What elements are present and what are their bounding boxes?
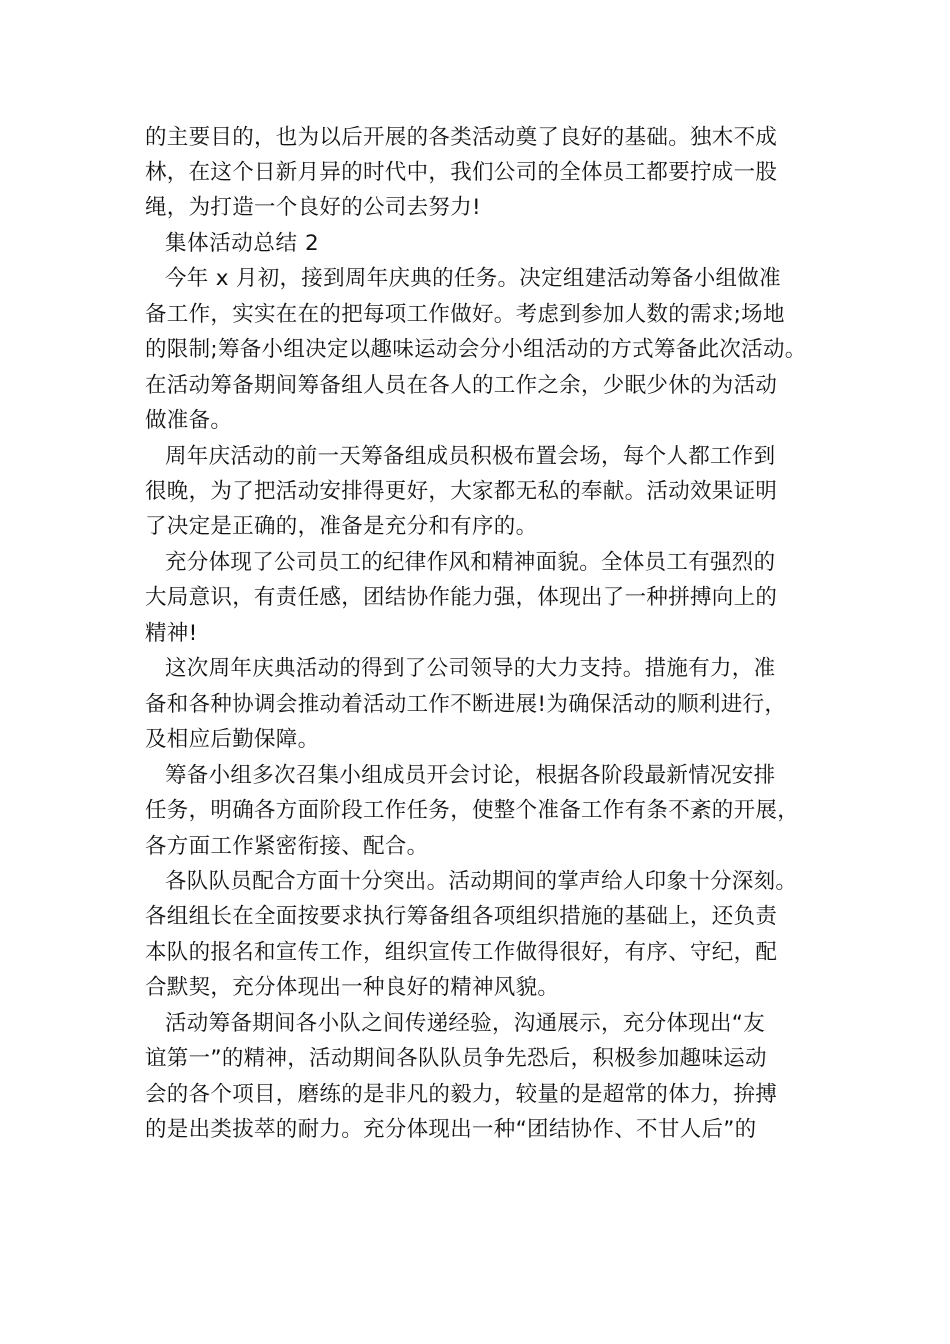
text-line: 各方面工作紧密衔接、配合。 xyxy=(145,834,429,859)
section-heading: 集体活动总结 2 xyxy=(165,231,320,256)
text-line: 的主要目的，也为以后开展的各类活动奠了良好的基础。独木不成 xyxy=(145,125,778,150)
text-line: 各组组长在全面按要求执行筹备组各项组织措施的基础上，还负责 xyxy=(145,904,778,929)
text-line: 本队的报名和宣传工作，组织宣传工作做得很好，有序、守纪，配 xyxy=(145,940,778,965)
text-line: 各队队员配合方面十分突出。活动期间的掌声给人印象十分深刻。 xyxy=(165,869,798,894)
text-line: 的限制;筹备小组决定以趣味运动会分小组活动的方式筹备此次活动。 xyxy=(145,337,807,362)
text-line: 谊第一”的精神，活动期间各队队员争先恐后，积极参加趣味运动 xyxy=(145,1046,767,1071)
text-line: 会的各个项目，磨练的是非凡的毅力，较量的是超常的体力，拚搏 xyxy=(145,1082,778,1107)
text-line: 这次周年庆典活动的得到了公司领导的大力支持。措施有力，准 xyxy=(165,656,776,681)
text-line: 林，在这个日新月异的时代中，我们公司的全体员工都要拧成一股 xyxy=(145,160,778,185)
text-line: 筹备小组多次召集小组成员开会讨论，根据各阶段最新情况安排 xyxy=(165,763,776,788)
text-line: 备工作，实实在在的把每项工作做好。考虑到参加人数的需求;场地 xyxy=(145,302,785,327)
text-line: 很晚，为了把活动安排得更好，大家都无私的奉献。活动效果证明 xyxy=(145,479,778,504)
text-line: 任务，明确各方面阶段工作任务，使整个准备工作有条不紊的开展， xyxy=(145,798,800,823)
text-line: 了决定是正确的，准备是充分和有序的。 xyxy=(145,514,538,539)
text-line: 大局意识，有责任感，团结协作能力强，体现出了一种拼搏向上的 xyxy=(145,585,778,610)
text-line: 在活动筹备期间筹备组人员在各人的工作之余，少眠少休的为活动 xyxy=(145,373,778,398)
text-line: 活动筹备期间各小队之间传递经验，沟通展示，充分体现出“友 xyxy=(165,1011,766,1036)
text-line: 合默契，充分体现出一种良好的精神风貌。 xyxy=(145,975,560,1000)
text-line: 绳，为打造一个良好的公司去努力! xyxy=(145,195,481,220)
text-line: 精神! xyxy=(145,621,198,646)
text-line: 充分体现了公司员工的纪律作风和精神面貌。全体员工有强烈的 xyxy=(165,550,776,575)
text-line: 的是出类拔萃的耐力。充分体现出一种“团结协作、不甘人后”的 xyxy=(145,1117,757,1142)
text-line: 做准备。 xyxy=(145,408,233,433)
text-line: 备和各种协调会推动着活动工作不断进展!为确保活动的顺利进行， xyxy=(145,692,787,717)
text-line: 周年庆活动的前一天筹备组成员积极布置会场，每个人都工作到 xyxy=(165,444,776,469)
text-line: 及相应后勤保障。 xyxy=(145,727,320,752)
text-line: 今年 x 月初，接到周年庆典的任务。决定组建活动筹备小组做准 xyxy=(165,266,781,291)
